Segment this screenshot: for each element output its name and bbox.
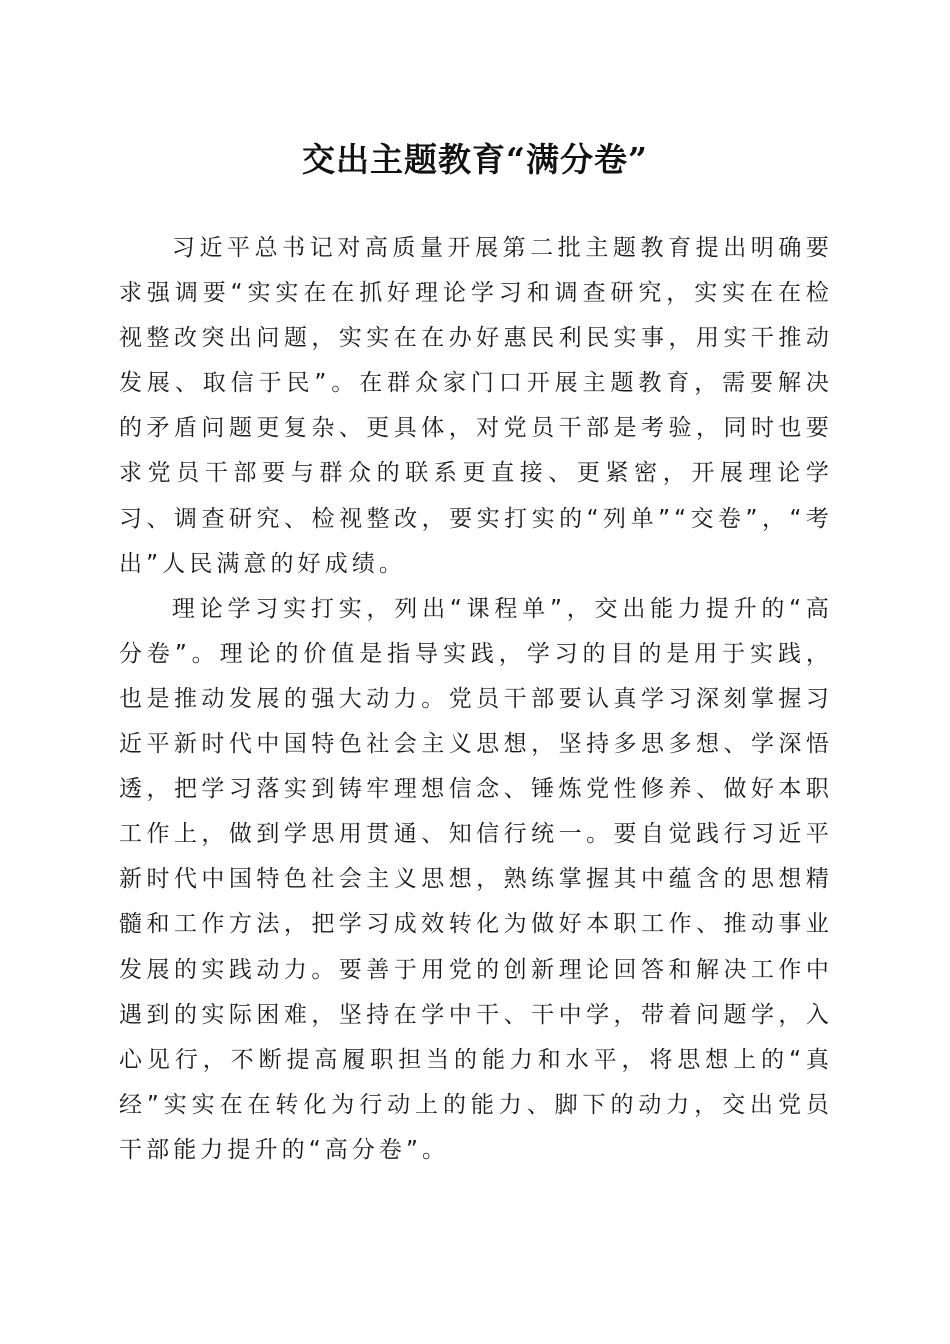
- document-title: 交出主题教育“满分卷”: [302, 140, 648, 179]
- paragraph-2: 理论学习实打实，列出“课程单”，交出能力提升的“高分卷”。理论的价值是指导实践，学习的目的是用于实践，也是推动发展的强大动力。党员干部要认真学习深刻掌握习近平新时代中国特色社会主义思想，坚持多思多想、学深悟透，把学习落实到铸牢理想信念、锤炼党性修养、做好本职工作上，做到学思用贯通、知信行统一。要自觉践行习近平新时代中国特色社会主义思想，熟练掌握其中蕴含的思想精髓和工作方法，把学习成效转化为做好本职工作、推动事业发展的实践动力。要善于用党的创新理论回答和解决工作中遇到的实际困难，坚持在学中干、干中学，带着问题学，入心见行，不断提高履职担当的能力和水平，将思想上的“真经”实实在在转化为行动上的能力、脚下的动力，交出党员干部能力提升的“高分卷”。: [119, 595, 833, 1163]
- paragraph-1: 习近平总书记对高质量开展第二批主题教育提出明确要求强调要“实实在在抓好理论学习和调查研究，实实在在检视整改突出问题，实实在在办好惠民利民实事，用实干推动发展、取信于民”。在群众家门口开展主题教育，需要解决的矛盾问题更复杂、更具体，对党员干部是考验，同时也要求党员干部要与群众的联系更直接、更紧密，开展理论学习、调查研究、检视整改，要实打实的“列单”“交卷”，“考出”人民满意的好成绩。: [119, 235, 833, 577]
- document-body: [119, 226, 833, 1173]
